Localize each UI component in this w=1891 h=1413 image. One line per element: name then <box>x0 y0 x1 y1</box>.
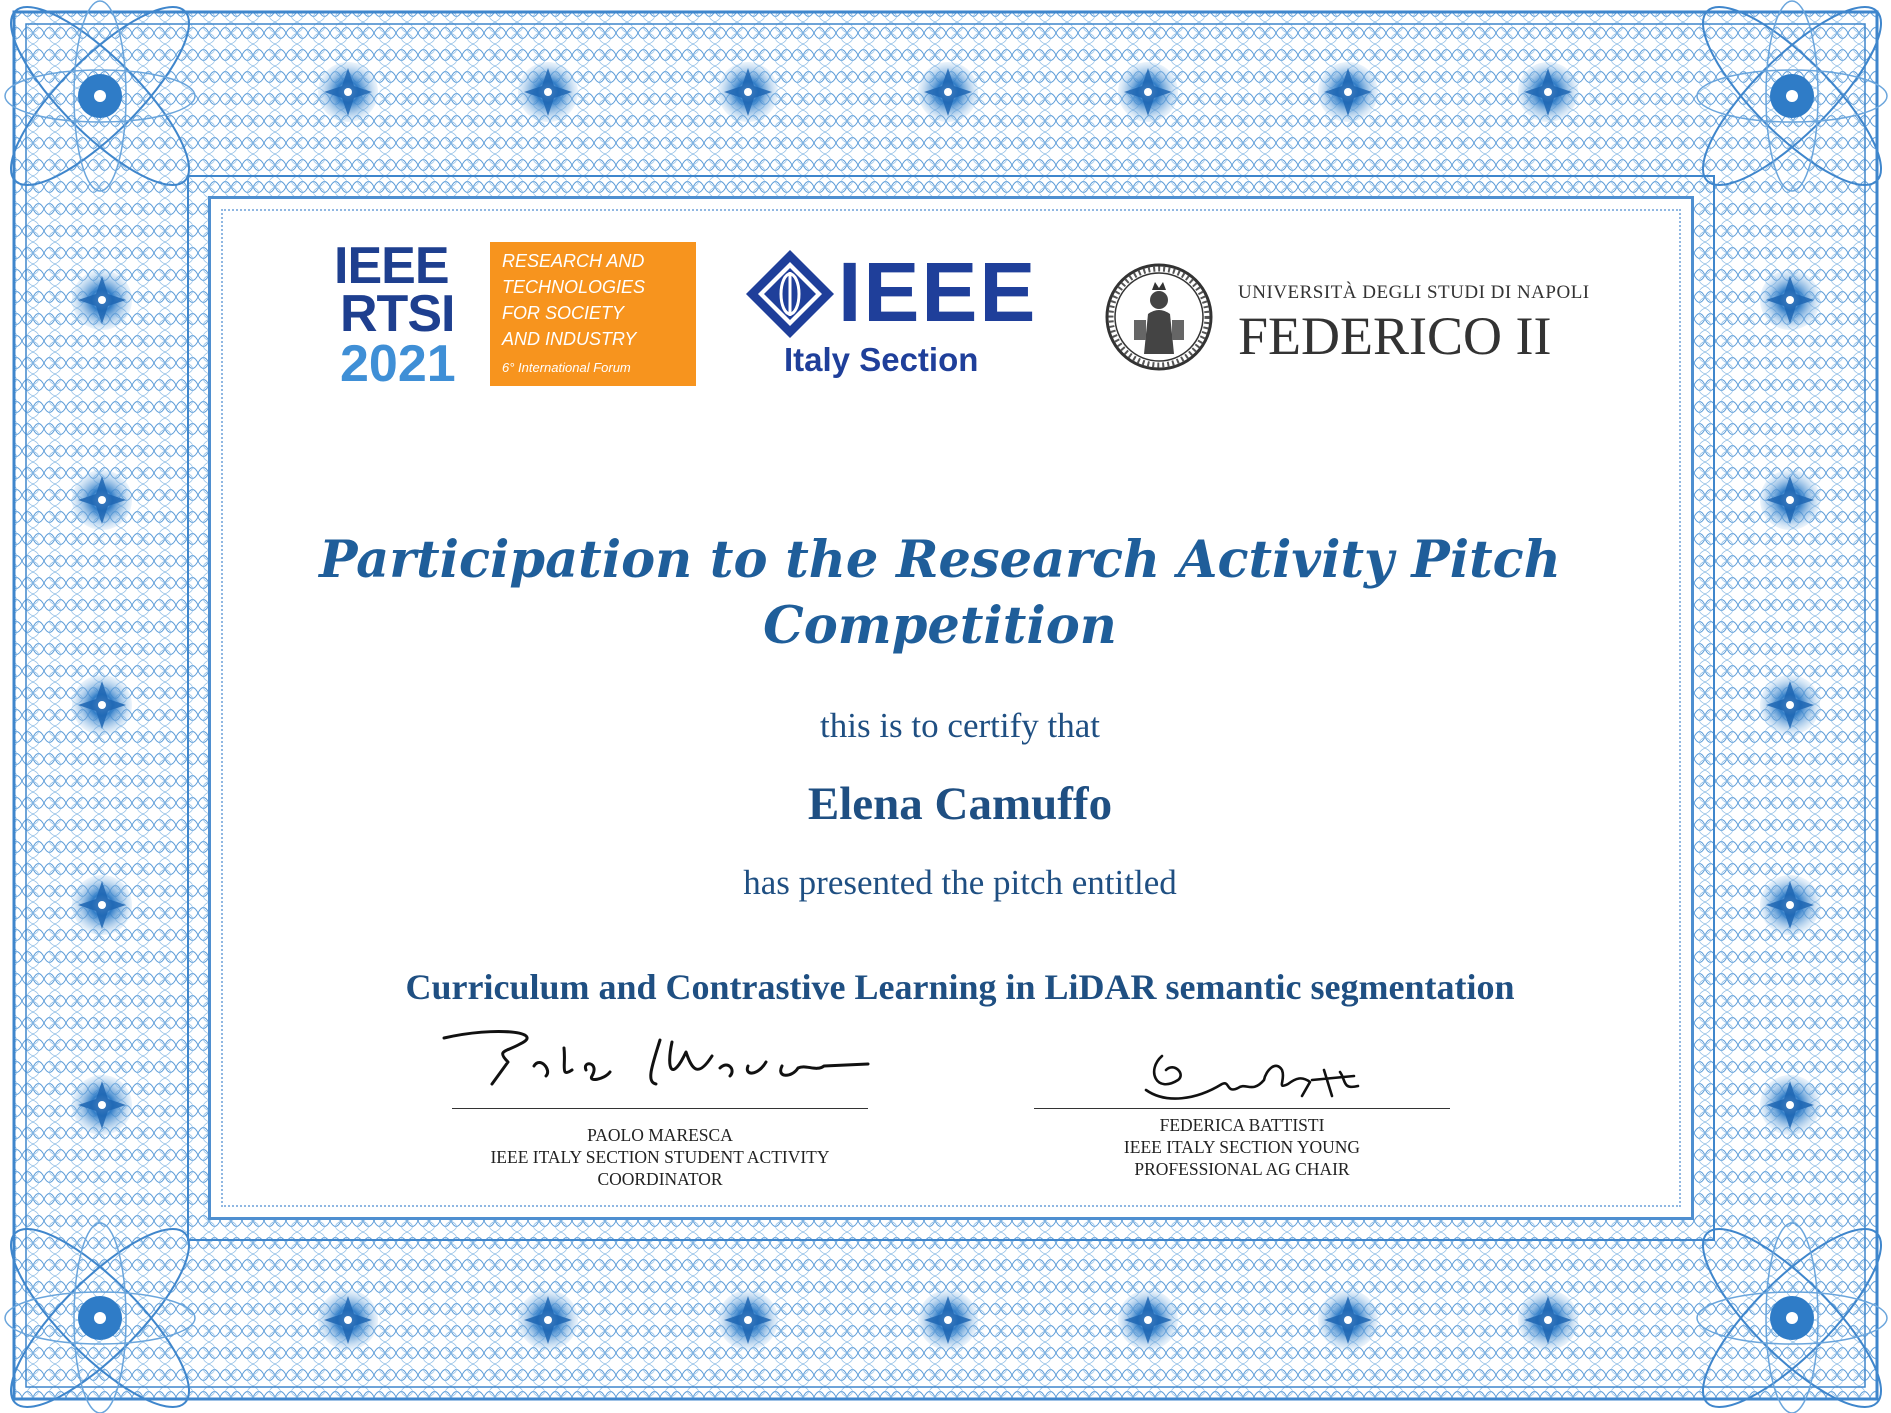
signature-left <box>436 1026 876 1100</box>
signer-role-right: IEEE ITALY SECTION YOUNG <box>1123 1137 1361 1157</box>
signature-line-left <box>452 1108 868 1109</box>
rtsi-logo-forum: 6° International Forum <box>502 360 631 375</box>
signature-line-right <box>1034 1108 1450 1109</box>
certificate-title: Competition <box>763 596 1117 656</box>
signer-role-left: COORDINATOR <box>597 1169 723 1189</box>
university-name: FEDERICO II <box>1238 306 1552 366</box>
rtsi-logo-year: 2021 <box>340 335 456 393</box>
signer-name-right: FEDERICA BATTISTI <box>1159 1115 1325 1135</box>
ieee-logo-section: Italy Section <box>784 341 979 378</box>
recipient-name: Elena Camuffo <box>807 778 1113 830</box>
signer-role-left: IEEE ITALY SECTION STUDENT ACTIVITY <box>490 1147 830 1167</box>
signer-role-right: PROFESSIONAL AG CHAIR <box>1134 1159 1350 1179</box>
rtsi-logo-line: AND INDUSTRY <box>502 329 637 349</box>
university-line: UNIVERSITÀ DEGLI STUDI DI NAPOLI <box>1238 282 1590 303</box>
ieee-logo-text: IEEE <box>838 245 1038 339</box>
ieee-diamond-icon <box>744 248 836 340</box>
university-seal-icon <box>1104 262 1214 372</box>
rtsi-logo-orange-box <box>490 242 696 386</box>
pitch-title: Curriculum and Contrastive Learning in LiDAR semantic segmentation <box>405 967 1515 1007</box>
rtsi-logo-line: TECHNOLOGIES <box>502 277 646 297</box>
rtsi-logo-line: RESEARCH AND <box>502 251 645 271</box>
signer-name-left: PAOLO MARESCA <box>587 1125 733 1145</box>
presented-text: has presented the pitch entitled <box>743 863 1177 902</box>
certify-text: this is to certify that <box>820 706 1100 745</box>
rtsi-logo <box>334 237 696 393</box>
rtsi-logo-rtsi: RTSI <box>340 285 455 343</box>
federico-ii-logo <box>1104 262 1590 374</box>
ieee-italy-logo <box>744 240 1074 380</box>
rtsi-logo-line: FOR SOCIETY <box>502 303 625 323</box>
signature-right <box>1126 1050 1376 1110</box>
certificate-title: Participation to the Research Activity Pitch <box>319 530 1561 590</box>
rtsi-logo-ieee: IEEE <box>334 237 449 295</box>
